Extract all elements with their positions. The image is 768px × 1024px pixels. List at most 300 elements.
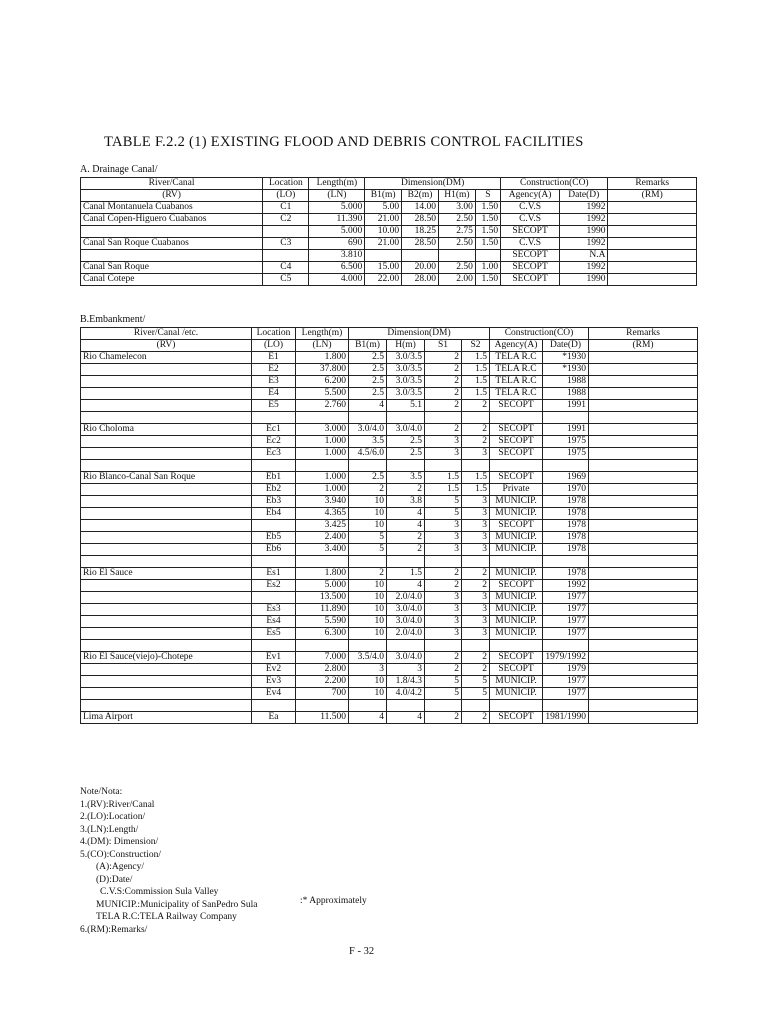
table-cell: 1.800 [296,568,349,580]
table-cell: MUNICIP. [490,688,543,700]
table-cell: 2 [425,664,462,676]
table-cell [490,700,543,712]
table-cell: SECOPT [501,262,560,274]
table-cell [589,604,698,616]
table-cell: 22.00 [365,274,402,286]
table-cell: Ev4 [252,688,296,700]
table-cell: 6.200 [296,376,349,388]
header-b1: B1(m) [349,340,387,352]
drainage-canal-table [80,177,697,286]
table-cell: SECOPT [501,274,560,286]
table-cell [608,274,697,286]
table-cell [387,460,425,472]
table-cell: 3 [425,616,462,628]
table-cell: 1977 [543,628,589,640]
note-line: (D):Date/ [96,874,133,885]
table-cell [589,628,698,640]
table-cell: MUNICIP. [490,532,543,544]
table-cell [462,700,490,712]
table-row [81,676,698,688]
table-cell [349,640,387,652]
table-cell: SECOPT [490,436,543,448]
table-row [81,640,698,652]
header-remarks: Remarks [589,328,698,340]
header-length-code: (LN) [296,340,349,352]
table-cell: SECOPT [490,472,543,484]
note-line: C.V.S:Commission Sula Valley [100,887,219,897]
table-cell: 2 [425,400,462,412]
note-line: 1.(RV):River/Canal [80,799,155,810]
table-cell: 1992 [560,262,608,274]
table-cell: E3 [252,376,296,388]
table-cell [349,460,387,472]
notes-heading: Note/Nota: [80,787,123,797]
table-cell [81,688,252,700]
table-cell [81,460,252,472]
table-cell [81,484,252,496]
table-cell: TELA R.C [490,376,543,388]
table-cell: 5.000 [309,202,365,214]
table-cell [589,688,698,700]
table-cell: 3 [462,520,490,532]
table-cell: MUNICIP. [490,628,543,640]
table-cell [589,484,698,496]
table-cell: 1.5 [462,352,490,364]
table-cell: 1992 [560,214,608,226]
table-cell: 3 [462,508,490,520]
table-cell [81,544,252,556]
table-cell: 1981/1990 [543,712,589,724]
table-cell: 2 [425,712,462,724]
table-cell: 4 [387,712,425,724]
table-cell: MUNICIP. [490,496,543,508]
table-cell: Ev3 [252,676,296,688]
table-cell: 2.760 [296,400,349,412]
table-cell: Eb4 [252,508,296,520]
table-cell: 1.5 [462,472,490,484]
table-cell: 10 [349,580,387,592]
table-cell [296,412,349,424]
table-cell: 15.00 [365,262,402,274]
note-line: 6.(RM):Remarks/ [80,924,148,935]
header-location: Location [252,328,296,340]
table-cell: Canal San Roque [81,262,263,274]
table-cell [81,520,252,532]
table-row [81,544,698,556]
table-cell [81,376,252,388]
table-cell: 2.50 [438,262,475,274]
table-cell: C2 [263,214,309,226]
table-cell [589,460,698,472]
table-cell [589,592,698,604]
table-cell: 2 [425,652,462,664]
table-cell: SECOPT [490,520,543,532]
table-cell: 3 [425,520,462,532]
table-row [81,556,698,568]
table-cell: 1992 [560,202,608,214]
table-cell [81,676,252,688]
table-cell: 3.0/3.5 [387,352,425,364]
header-b1: B1(m) [365,190,402,202]
table-cell: 3 [462,448,490,460]
table-cell: MUNICIP. [490,568,543,580]
table-cell [81,532,252,544]
table-cell: *1930 [543,352,589,364]
table-row [81,226,697,238]
table-cell: 1978 [543,508,589,520]
table-cell [608,262,697,274]
table-cell: 3.425 [296,520,349,532]
header-river-code: (RV) [81,190,263,202]
table-cell [252,592,296,604]
table-cell: Lima Airport [81,712,252,724]
table-cell: 1.50 [475,274,500,286]
table-cell: C4 [263,262,309,274]
note-line: 2.(LO):Location/ [80,812,146,822]
table-cell: 14.00 [402,202,439,214]
table-cell: 3 [462,628,490,640]
table-cell: Ea [252,712,296,724]
table-cell: 10 [349,508,387,520]
table-row [81,532,698,544]
table-cell [81,640,252,652]
table-cell: Rio El Sauce [81,568,252,580]
table-cell: 18.25 [402,226,439,238]
table-cell: Es5 [252,628,296,640]
table-cell: 5 [425,508,462,520]
table-cell [387,700,425,712]
table-cell [81,592,252,604]
embankment-table [80,327,698,724]
table-cell [296,460,349,472]
table-cell [462,640,490,652]
header-dimension: Dimension(DM) [365,178,501,190]
table-cell: 5.1 [387,400,425,412]
table-cell: 1978 [543,568,589,580]
page-title: TABLE F.2.2 (1) EXISTING FLOOD AND DEBRIS CONTROL FACILITIES [104,134,584,150]
table-cell: 1979 [543,664,589,676]
table-cell: SECOPT [490,664,543,676]
table-cell: 2 [387,484,425,496]
table-cell: 2 [425,376,462,388]
table-cell: Canal Montanuela Cuabanos [81,202,263,214]
table-cell: 2 [425,364,462,376]
header-date: Date(D) [543,340,589,352]
table-cell: 1.000 [296,436,349,448]
table-cell: C3 [263,238,309,250]
table-cell: 4.000 [309,274,365,286]
table-cell: 28.50 [402,214,439,226]
table-cell: 1975 [543,436,589,448]
table-cell: Rio Blanco-Canal San Roque [81,472,252,484]
table-cell [589,532,698,544]
table-cell: 2 [462,652,490,664]
table-row [81,472,698,484]
table-cell: 1990 [560,274,608,286]
table-cell [425,412,462,424]
table-cell: 1.5 [425,484,462,496]
table-cell: 2 [349,484,387,496]
table-cell: 1988 [543,376,589,388]
table-cell [589,400,698,412]
table-cell [589,640,698,652]
header-b2: B2(m) [402,190,439,202]
table-cell [81,508,252,520]
table-cell: 2.50 [438,238,475,250]
table-cell: 2 [462,664,490,676]
table-cell [589,676,698,688]
table-cell [608,226,697,238]
table-cell: 2.5 [349,472,387,484]
header-remarks-code: (RM) [589,340,698,352]
table-cell: C.V.S [501,214,560,226]
table-cell: 1978 [543,496,589,508]
header-location: Location [263,178,309,190]
table-cell: 1978 [543,520,589,532]
table-cell [589,556,698,568]
table-cell [543,700,589,712]
table-cell: TELA R.C [490,388,543,400]
header-construction: Construction(CO) [501,178,608,190]
table-cell: 4.0/4.2 [387,688,425,700]
table-cell: 10 [349,616,387,628]
table-cell: 10 [349,628,387,640]
header-river-code: (RV) [81,340,252,352]
table-cell: 1992 [560,238,608,250]
table-cell: 5 [462,676,490,688]
table-cell: 3.8 [387,496,425,508]
table-cell [543,460,589,472]
table-cell [589,664,698,676]
table-cell [490,640,543,652]
table-cell: N.A [560,250,608,262]
table-cell: 3 [425,628,462,640]
table-cell: 1969 [543,472,589,484]
header-river: River/Canal [81,178,263,190]
table-cell [589,472,698,484]
table-cell: 1.00 [475,262,500,274]
table-row [81,238,697,250]
header-s2: S2 [462,340,490,352]
table-cell: 2.200 [296,676,349,688]
table-cell: 1990 [560,226,608,238]
table-cell: 1978 [543,544,589,556]
table-row [81,400,698,412]
table-cell: Canal San Roque Cuabanos [81,238,263,250]
table-cell: 3 [462,604,490,616]
table-row [81,436,698,448]
table-cell: Ev1 [252,652,296,664]
table-cell [252,700,296,712]
header-length: Length(m) [296,328,349,340]
table-cell [589,520,698,532]
note-line: MUNICIP.:Municipality of SanPedro Sula [96,899,258,910]
note-line: (A):Agency/ [96,862,145,872]
table-cell: Eb2 [252,484,296,496]
table-cell [81,616,252,628]
table-cell: 3.0/4.0 [387,604,425,616]
table-cell [462,412,490,424]
table-cell: E4 [252,388,296,400]
table-cell [589,580,698,592]
table-cell [543,556,589,568]
table-cell [387,556,425,568]
table-cell [81,700,252,712]
table-cell: 2.5 [387,448,425,460]
table-cell: 1.50 [475,226,500,238]
table-cell: Es1 [252,568,296,580]
table-cell [81,388,252,400]
table-cell: Es2 [252,580,296,592]
table-cell [81,628,252,640]
table-cell: C1 [263,202,309,214]
table-cell: 1.5 [425,472,462,484]
table-cell: 2 [462,712,490,724]
table-cell: SECOPT [490,712,543,724]
table-cell [81,436,252,448]
table-cell: 2 [425,424,462,436]
table-cell: 4 [387,508,425,520]
table-row [81,664,698,676]
table-cell: Rio El Sauce(viejo)-Chotepe [81,652,252,664]
table-cell [543,640,589,652]
table-cell: 3 [462,496,490,508]
table-row [81,484,698,496]
table-row [81,580,698,592]
table-cell: 37.800 [296,364,349,376]
table-cell: 3.400 [296,544,349,556]
table-cell [252,520,296,532]
table-cell: 3.0/4.0 [387,424,425,436]
table-row [81,424,698,436]
table-cell [349,700,387,712]
table-cell: Ec3 [252,448,296,460]
table-cell [81,580,252,592]
table-cell: 2 [425,580,462,592]
table-cell [81,364,252,376]
table-cell [263,226,309,238]
table-cell: TELA R.C [490,352,543,364]
table-cell: 10 [349,604,387,616]
table-row [81,604,698,616]
table-cell: 3 [425,448,462,460]
table-cell: 2 [349,568,387,580]
table-cell: 3.00 [438,202,475,214]
table-cell: 3.5 [387,472,425,484]
table-cell: 1977 [543,616,589,628]
table-cell [589,544,698,556]
table-cell: 5.000 [309,226,365,238]
table-cell: 2 [462,400,490,412]
table-cell: SECOPT [490,580,543,592]
table-cell: 2.800 [296,664,349,676]
table-cell [81,448,252,460]
table-cell [490,460,543,472]
header-length-code: (LN) [309,190,365,202]
note-line: TELA R.C:TELA Railway Company [96,912,237,922]
table-cell: 3.0/4.0 [387,652,425,664]
table-cell: C.V.S [501,202,560,214]
table-cell [608,202,697,214]
table-cell: 7.000 [296,652,349,664]
table-cell: 1977 [543,592,589,604]
table-cell: MUNICIP. [490,508,543,520]
table-cell: 1.800 [296,352,349,364]
table-cell [252,556,296,568]
table-cell [387,640,425,652]
table-cell: 4.365 [296,508,349,520]
table-cell: 2 [425,568,462,580]
table-cell: TELA R.C [490,364,543,376]
table-cell: 1979/1992 [543,652,589,664]
table-cell: 1.5 [462,388,490,400]
header-construction: Construction(CO) [490,328,589,340]
page-number: F - 32 [349,946,375,957]
table-cell [296,556,349,568]
table-cell [81,412,252,424]
table-row [81,274,697,286]
table-cell: 4 [349,400,387,412]
table-cell [425,460,462,472]
table-cell: Rio Choloma [81,424,252,436]
table-cell: MUNICIP. [490,676,543,688]
table-cell: 21.00 [365,238,402,250]
table-cell: 5 [425,496,462,508]
table-cell [387,412,425,424]
table-cell: Ec1 [252,424,296,436]
table-cell: Es3 [252,604,296,616]
table-cell: 3 [462,532,490,544]
table-cell: 3 [462,544,490,556]
table-row [81,448,698,460]
table-cell: 2 [462,424,490,436]
table-cell: 2.75 [438,226,475,238]
table-cell [425,556,462,568]
table-row [81,262,697,274]
table-row [81,652,698,664]
table-cell: 10 [349,496,387,508]
table-cell: MUNICIP. [490,592,543,604]
table-cell: 2.00 [438,274,475,286]
table-cell: 3 [462,592,490,604]
table-cell: 5.00 [365,202,402,214]
table-row [81,352,698,364]
table-cell: Eb1 [252,472,296,484]
table-cell: 3.940 [296,496,349,508]
table-cell: 3.0/4.0 [349,424,387,436]
table-cell: 13.500 [296,592,349,604]
table-cell [296,700,349,712]
table-cell: 2 [425,352,462,364]
table-cell: E5 [252,400,296,412]
table-cell [349,412,387,424]
table-cell: Eb6 [252,544,296,556]
table-cell [543,412,589,424]
table-cell: 2 [462,436,490,448]
table-cell: MUNICIP. [490,604,543,616]
table-cell: MUNICIP. [490,544,543,556]
table-cell: 10.00 [365,226,402,238]
table-cell: C.V.S [501,238,560,250]
table-cell [81,400,252,412]
table-cell [425,640,462,652]
table-cell: C5 [263,274,309,286]
table-row [81,460,698,472]
table-cell: 690 [309,238,365,250]
table-cell: 1975 [543,448,589,460]
table-cell [589,616,698,628]
table-cell: Private [490,484,543,496]
